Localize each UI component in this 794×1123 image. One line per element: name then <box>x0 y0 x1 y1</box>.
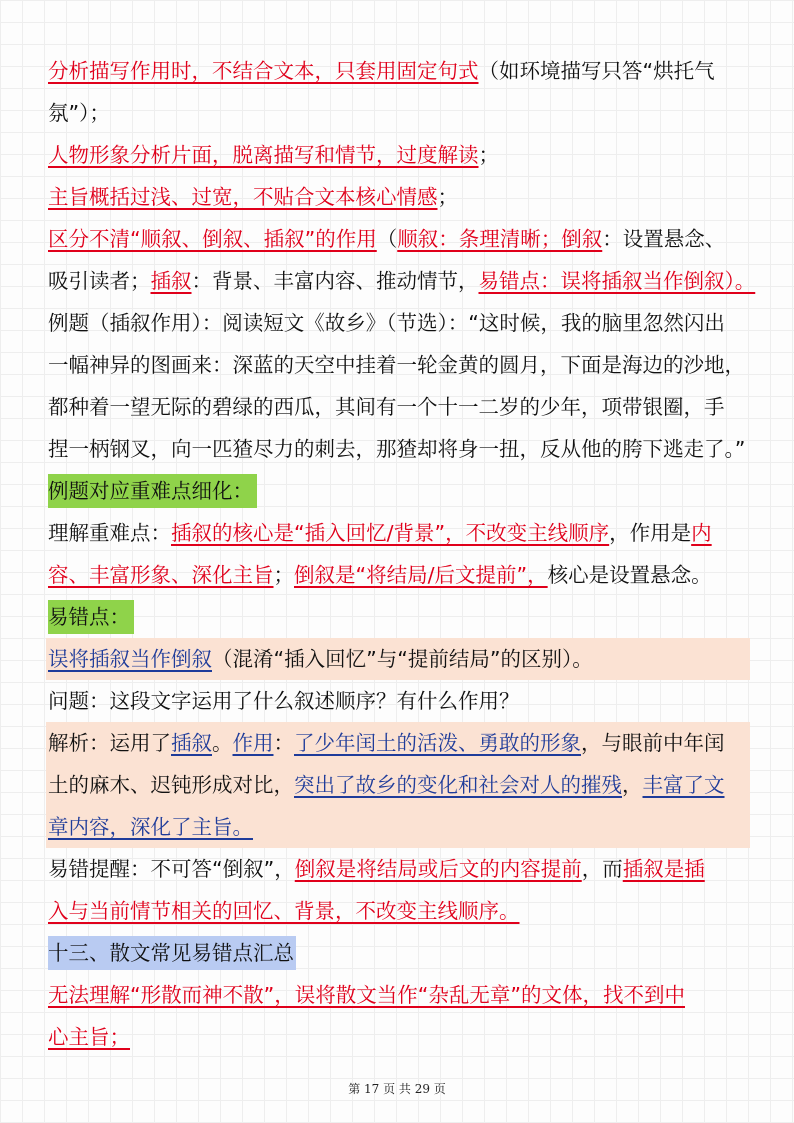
text-line <box>48 680 748 722</box>
text-line <box>48 554 748 596</box>
body-text: ， <box>622 773 643 797</box>
text-line <box>48 470 748 512</box>
body-text: 都种着一望无际的碧绿的西瓜，其间有一个十一二岁的少年，项带银圈，手 <box>48 395 725 419</box>
key-point-text: 作用 <box>232 731 274 755</box>
page-number: 第 17 页 共 29 页 <box>348 1082 446 1096</box>
error-point-text: 心主旨； <box>48 1025 130 1049</box>
error-point-text: 易错点：误将插叙当作倒叙）。 <box>478 269 756 293</box>
text-line <box>48 974 748 1016</box>
text-line <box>48 134 748 176</box>
text-line <box>48 176 748 218</box>
text-line <box>48 50 748 92</box>
body-text: ，而 <box>581 857 623 881</box>
error-point-text: 内 <box>691 521 712 545</box>
body-text: 氛”）； <box>48 101 110 125</box>
body-text: ； <box>478 143 499 167</box>
body-text: ： <box>273 731 294 755</box>
section-heading: 例题对应重难点细化： <box>48 474 257 508</box>
text-line <box>46 638 750 680</box>
text-line <box>46 722 750 764</box>
body-text: ，与眼前中年闰 <box>581 731 725 755</box>
body-text: 易错提醒：不可答“倒叙”， <box>48 857 295 881</box>
key-point-text: 插叙 <box>171 731 212 755</box>
body-text: ； <box>273 563 294 587</box>
body-text: （ <box>376 227 398 251</box>
text-line <box>48 596 748 638</box>
text-line <box>48 386 748 428</box>
error-point-text: 插叙是插 <box>622 857 705 881</box>
error-point-text: 区分不清“顺叙、倒叙、插叙”的作用 <box>48 227 377 251</box>
section-heading: 易错点： <box>48 600 134 634</box>
body-text: 。 <box>212 731 233 755</box>
error-point-text: 分析描写作用时，不结合文本，只套用固定句式 <box>48 59 479 83</box>
document-body <box>48 50 756 1058</box>
text-line <box>48 932 748 974</box>
body-text: 一幅神异的图画来：深蓝的天空中挂着一轮金黄的圆月，下面是海边的沙地， <box>48 353 745 377</box>
question-text: 问题：这段文字运用了什么叙述顺序？有什么作用？ <box>48 689 520 713</box>
body-text: ：背景、丰富内容、推动情节， <box>191 269 479 293</box>
text-line <box>48 218 748 260</box>
key-point-text: 章内容，深化了主旨。 <box>48 815 253 839</box>
body-text: ； <box>437 185 458 209</box>
text-line <box>48 302 748 344</box>
key-point-text: 突出了故乡的变化和社会对人的摧残 <box>294 773 622 797</box>
key-point-text: 误将插叙当作倒叙 <box>48 647 212 671</box>
section-heading: 十三、散文常见易错点汇总 <box>48 936 296 970</box>
error-point-text: 人物形象分析片面，脱离描写和情节，过度解读 <box>48 143 479 167</box>
text-line <box>48 848 748 890</box>
error-point-text: 插叙的核心是“插入回忆/背景”，不改变主线顺序 <box>171 521 610 545</box>
error-point-text: 倒叙是将结局或后文的内容提前 <box>294 857 582 881</box>
body-text: 核心是设置悬念。 <box>547 563 712 587</box>
body-text: ，作用是 <box>609 521 692 545</box>
text-line <box>48 260 756 302</box>
text-line <box>48 1016 748 1058</box>
body-text: 吸引读者； <box>48 269 151 293</box>
body-text: 土的麻木、迟钝形成对比， <box>48 773 294 797</box>
error-point-text: 主旨概括过浅、过宽，不贴合文本核心情感 <box>48 185 438 209</box>
text-line <box>48 92 748 134</box>
body-text: （混淆“插入回忆”与“提前结局”的区别）。 <box>212 647 593 671</box>
error-point-text: 无法理解“形散而神不散”，误将散文当作“杂乱无章”的文体，找不到中 <box>48 983 685 1007</box>
text-line <box>48 428 748 470</box>
error-point-text: 插叙 <box>150 269 192 293</box>
body-text: 捏一柄钢叉，向一匹猹尽力的刺去，那猹却将身一扭，反从他的胯下逃走了。” <box>48 437 746 461</box>
error-point-text: 容、丰富形象、深化主旨 <box>48 563 274 587</box>
text-line <box>46 806 750 848</box>
body-text: （如环境描写只答“烘托气 <box>478 59 715 83</box>
body-text: 理解重难点： <box>48 521 171 545</box>
body-text: 解析：运用了 <box>48 731 171 755</box>
body-text: 例题（插叙作用）：阅读短文《故乡》（节选）：“这时候，我的脑里忽然闪出 <box>48 311 725 335</box>
error-point-text: 顺叙：条理清晰；倒叙 <box>397 227 603 251</box>
error-point-text: 倒叙是“将结局/后文提前”， <box>294 563 548 587</box>
error-point-text: 入与当前情节相关的回忆、背景，不改变主线顺序。 <box>48 899 520 923</box>
key-point-text: 丰富了文 <box>642 773 725 797</box>
text-line <box>48 890 748 932</box>
text-line <box>48 512 748 554</box>
key-point-text: 了少年闰土的活泼、勇敢的形象 <box>294 731 581 755</box>
text-line <box>46 764 750 806</box>
body-text: ：设置悬念、 <box>602 227 726 251</box>
text-line <box>48 344 748 386</box>
